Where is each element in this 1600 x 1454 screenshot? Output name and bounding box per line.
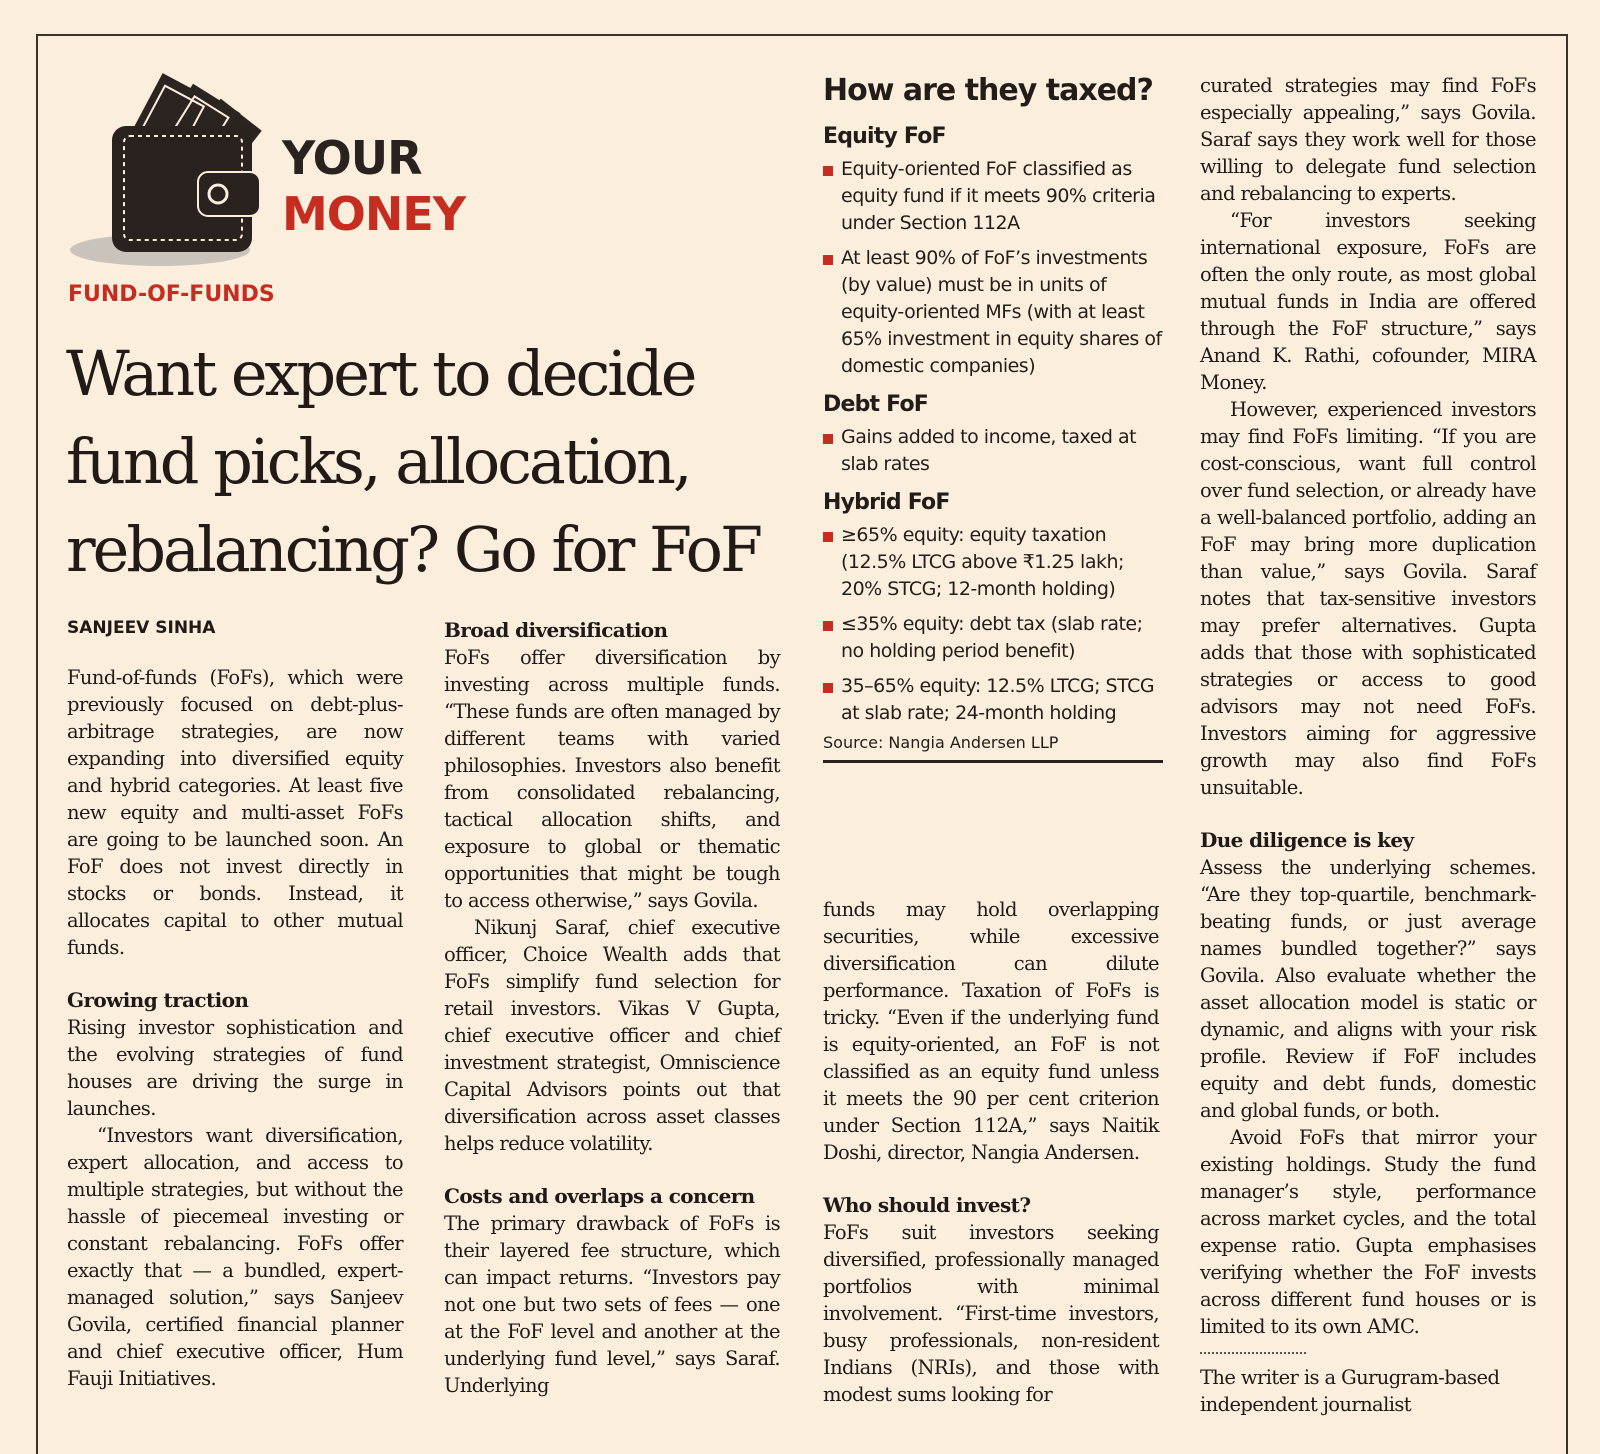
subhead-growing-traction: Growing traction xyxy=(67,988,249,1012)
paragraph-avoid: Avoid FoFs that mirror your existing holdings. Study the fund manager’s style, performance across market cycles, and the total expense ratio. Gupta emphasises verifying whether the FoF invests across different fund houses or is limited to its own AMC. xyxy=(1200,1126,1536,1338)
tax-box xyxy=(823,70,1163,763)
paragraph-govila-quote: “Investors want diversification, expert allocation, and access to multiple strategies, but without the hassle of piecemeal investing or constant rebalancing. FoFs offer exactly that — a bundled, expert-managed solution,” says Sanjeev Govila, certified financial planner and chief executive officer, Hum Fauji Initiatives. xyxy=(67,1124,403,1390)
tax-box-title: How are they taxed? xyxy=(823,73,1153,108)
column-2 xyxy=(444,617,780,1399)
paragraph-who: FoFs suit investors seeking diversified, professionally managed portfolios with minimal involvement. “First-time investors, busy professionals, non-resident Indians (NRIs), and those with modest sums looking for xyxy=(823,1221,1159,1406)
paragraph-broad: FoFs offer diversification by investing across multiple funds. “These funds are often managed by different teams with varied philosophies. Investors also benefit from consolidated rebalancing, tactical allocation shifts, and exposure to global or thematic opportunities that might be tough to access otherwise,” says Govila. xyxy=(444,646,780,912)
kicker: FUND-OF-FUNDS xyxy=(68,282,275,307)
wallet-icon xyxy=(68,64,273,274)
section-brand xyxy=(282,130,465,242)
column-3 xyxy=(823,896,1159,1408)
equity-fof-heading: Equity FoF xyxy=(823,124,946,149)
debt-fof-heading: Debt FoF xyxy=(823,392,928,417)
column-4 xyxy=(1200,72,1536,1418)
divider xyxy=(1200,1352,1306,1354)
column-1 xyxy=(67,615,403,1392)
paragraph-costs: The primary drawback of FoFs is their layered fee structure, which can impact returns. “Investors pay not one but two sets of fees — one at the FoF level and another at the underlying fund level,” says Saraf. Underlying xyxy=(444,1212,780,1397)
paragraph-however: However, experienced investors may find FoFs limiting. “If you are cost-conscious, want full control over fund selection, or already have a well-balanced portfolio, adding an FoF may bring more duplication than value,” says Govila. Saraf notes that tax-sensitive investors may prefer alternatives. Gupta adds that those with sophisticated strategies or access to good advisors may not need FoFs. Investors aiming for aggressive growth may also find FoFs unsuitable. xyxy=(1200,398,1536,799)
writer-note: The writer is a Gurugram-based independent journalist xyxy=(1200,1366,1500,1416)
paragraph-saraf: Nikunj Saraf, chief executive officer, Choice Wealth adds that FoFs simplify fund selection for retail investors. Vikas V Gupta, chief executive officer and chief investment strategist, Omniscience Capital Advisors points out that diversification across asset classes helps reduce volatility. xyxy=(444,916,780,1155)
tax-box-source: Source: Nangia Andersen LLP xyxy=(823,733,1163,763)
paragraph-curated: curated strategies may find FoFs especially appealing,” says Govila. Saraf says they work well for those willing to delegate fund selection and rebalancing to experts. xyxy=(1200,74,1536,205)
paragraph-international: “For investors seeking international exposure, FoFs are often the only route, as most global mutual funds in India are offered through the FoF structure,” says Anand K. Rathi, cofounder, MIRA Money. xyxy=(1200,209,1536,394)
paragraph-overlap: funds may hold overlapping securities, while excessive diversification can dilute performance. Taxation of FoFs is tricky. “Even if the underlying fund is equity-oriented, an FoF is not classified as an equity fund unless it meets the 90 per cent criterion under Section 112A,” says Naitik Doshi, director, Nangia Andersen. xyxy=(823,898,1159,1164)
byline: SANJEEV SINHA xyxy=(67,618,216,638)
subhead-broad-diversification: Broad diversification xyxy=(444,618,668,642)
list-item: Gains added to income, taxed at slab rates xyxy=(823,424,1163,478)
list-item: 35–65% equity: 12.5% LTCG; STCG at slab rate; 24-month holding xyxy=(823,673,1163,727)
subhead-who-should-invest: Who should invest? xyxy=(823,1193,1031,1217)
list-item: ≤35% equity: debt tax (slab rate; no holding period benefit) xyxy=(823,611,1163,665)
subhead-due-diligence: Due diligence is key xyxy=(1200,828,1414,852)
intro-paragraph: Fund-of-funds (FoFs), which were previously focused on debt-plus-arbitrage strategies, are now expanding into diversified equity and hybrid categories. At least five new equity and multi-asset FoFs are going to be launched soon. An FoF does not invest directly in stocks or bonds. Instead, it allocates capital to other mutual funds. xyxy=(67,666,403,959)
headline: Want expert to decide fund picks, allocation, rebalancing? Go for FoF xyxy=(66,337,760,586)
list-item: At least 90% of FoF’s investments (by value) must be in units of equity-oriented MFs (with at least 65% investment in equity shares of domestic companies) xyxy=(823,245,1163,380)
hybrid-fof-heading: Hybrid FoF xyxy=(823,490,950,515)
equity-fof-list xyxy=(823,156,1163,380)
paragraph-growing: Rising investor sophistication and the evolving strategies of fund houses are driving the surge in launches. xyxy=(67,1016,403,1120)
list-item: ≥65% equity: equity taxation (12.5% LTCG above ₹1.25 lakh; 20% STCG; 12-month holding) xyxy=(823,522,1163,603)
paragraph-due-diligence: Assess the underlying schemes. “Are they top-quartile, benchmark-beating funds, or just average names bundled together?” says Govila. Also evaluate whether the asset allocation model is static or dynamic, and aligns with your risk profile. Review if FoF includes equity and debt funds, domestic and global funds, or both. xyxy=(1200,856,1536,1122)
brand-line-1: YOUR xyxy=(282,131,422,185)
debt-fof-list xyxy=(823,424,1163,478)
list-item: Equity-oriented FoF classified as equity fund if it meets 90% criteria under Section 112A xyxy=(823,156,1163,237)
subhead-costs: Costs and overlaps a concern xyxy=(444,1184,755,1208)
brand-line-2: MONEY xyxy=(282,187,466,241)
hybrid-fof-list xyxy=(823,522,1163,727)
